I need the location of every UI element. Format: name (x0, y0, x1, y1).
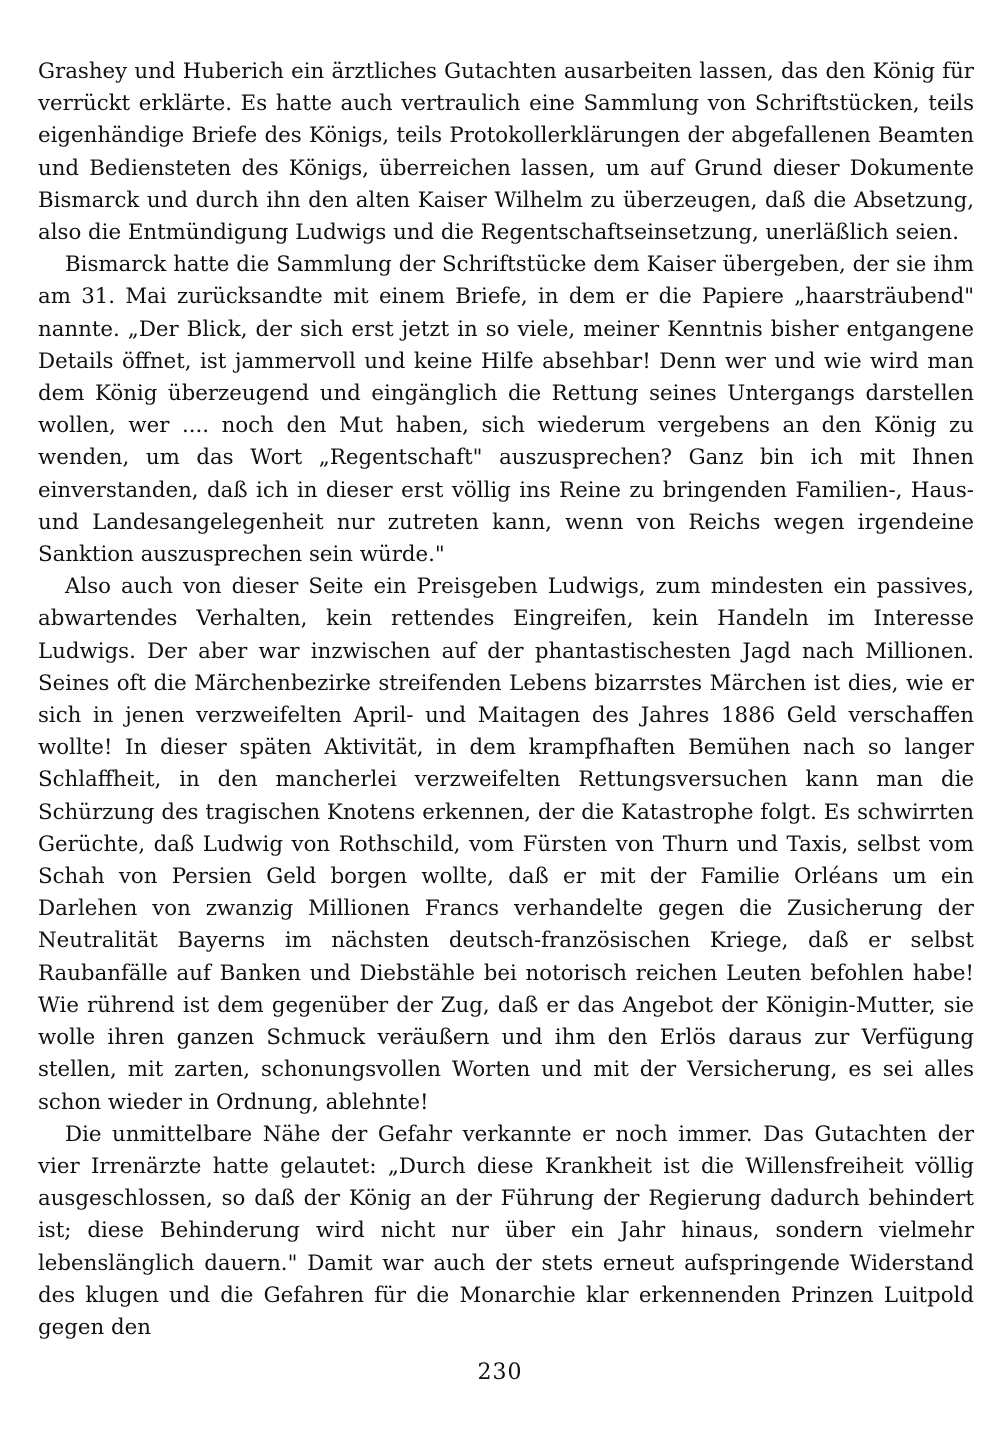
page-body (38, 56, 974, 1344)
page-number: 230 (477, 1360, 523, 1385)
paragraph-4: Die unmittelbare Nähe der Gefahr verkannte er noch immer. Das Gutachten der vier Irrenärzte hatte gelautet: „Durch diese Krankheit ist die Willensfreiheit völlig ausgeschlossen, so daß der König an der Führung der Regierung dadurch behindert ist; diese Behinderung wird nicht nur über ein Jahr hinaus, sondern vielmehr lebenslänglich dauern." Damit war auch der stets erneut aufspringende Widerstand des klugen und die Gefahren für die Monarchie klar erkennenden Prinzen Luitpold gegen den (38, 1121, 974, 1340)
paragraph-2: Bismarck hatte die Sammlung der Schriftstücke dem Kaiser übergeben, der sie ihm am 31. Mai zurücksandte mit einem Briefe, in dem er die Papiere „haarsträubend" nannte. „Der Blick, der sich erst jetzt in so viele, meiner Kenntnis bisher entgangene Details öffnet, ist jammervoll und keine Hilfe absehbar! Denn wer und wie wird man dem König überzeugend und eingänglich die Rettung seines Untergangs darstellen wollen, wer .... noch den Mut haben, sich wiederum vergebens an den König zu wenden, um das Wort „Regentschaft" auszusprechen? Ganz bin ich mit Ihnen einverstanden, daß ich in dieser erst völlig ins Reine zu bringenden Familien-, Haus- und Landesangelegenheit nur zutreten kann, wenn von Reichs wegen irgendeine Sanktion auszusprechen sein würde." (38, 252, 974, 568)
paragraph-1: Grashey und Huberich ein ärztliches Gutachten ausarbeiten lassen, das den König für verrückt erklärte. Es hatte auch vertraulich eine Sammlung von Schriftstücken, teils eigenhändige Briefe des Königs, teils Protokollerklärungen der abgefallenen Beamten und Bediensteten des Königs, überreichen lassen, um auf Grund dieser Dokumente Bismarck und durch ihn den alten Kaiser Wilhelm zu überzeugen, daß die Absetzung, also die Entmündigung Ludwigs und die Regentschaftseinsetzung, unerläßlich seien. (38, 59, 974, 246)
paragraph-3: Also auch von dieser Seite ein Preisgeben Ludwigs, zum mindesten ein passives, abwartendes Verhalten, kein rettendes Eingreifen, kein Handeln im Interesse Ludwigs. Der aber war inzwischen auf der phantastischesten Jagd nach Millionen. Seines oft die Märchenbezirke streifenden Lebens bizarrstes Märchen ist dies, wie er sich in jenen verzweifelten April- und Maitagen des Jahres 1886 Geld verschaffen wollte! In dieser späten Aktivität, in dem krampfhaften Bemühen nach so langer Schlaffheit, in den mancherlei verzweifelten Rettungsversuchen kann man die Schürzung des tragischen Knotens erkennen, der die Katastrophe folgt. Es schwirrten Gerüchte, daß Ludwig von Rothschild, vom Fürsten von Thurn und Taxis, selbst vom Schah von Persien Geld borgen wollte, daß er mit der Familie Orléans um ein Darlehen von zwanzig Millionen Francs verhandelte gegen die Zusicherung der Neutralität Bayerns im nächsten deutsch-französischen Kriege, daß er selbst Raubanfälle auf Banken und Diebstähle bei notorisch reichen Leuten befohlen habe! Wie rührend ist dem gegenüber der Zug, daß er das Angebot der Königin-Mutter, sie wolle ihren ganzen Schmuck veräußern und ihm den Erlös daraus zur Verfügung stellen, mit zarten, schonungsvollen Worten und mit der Versicherung, es sei alles schon wieder in Ordnung, ablehnte! (38, 574, 974, 1115)
